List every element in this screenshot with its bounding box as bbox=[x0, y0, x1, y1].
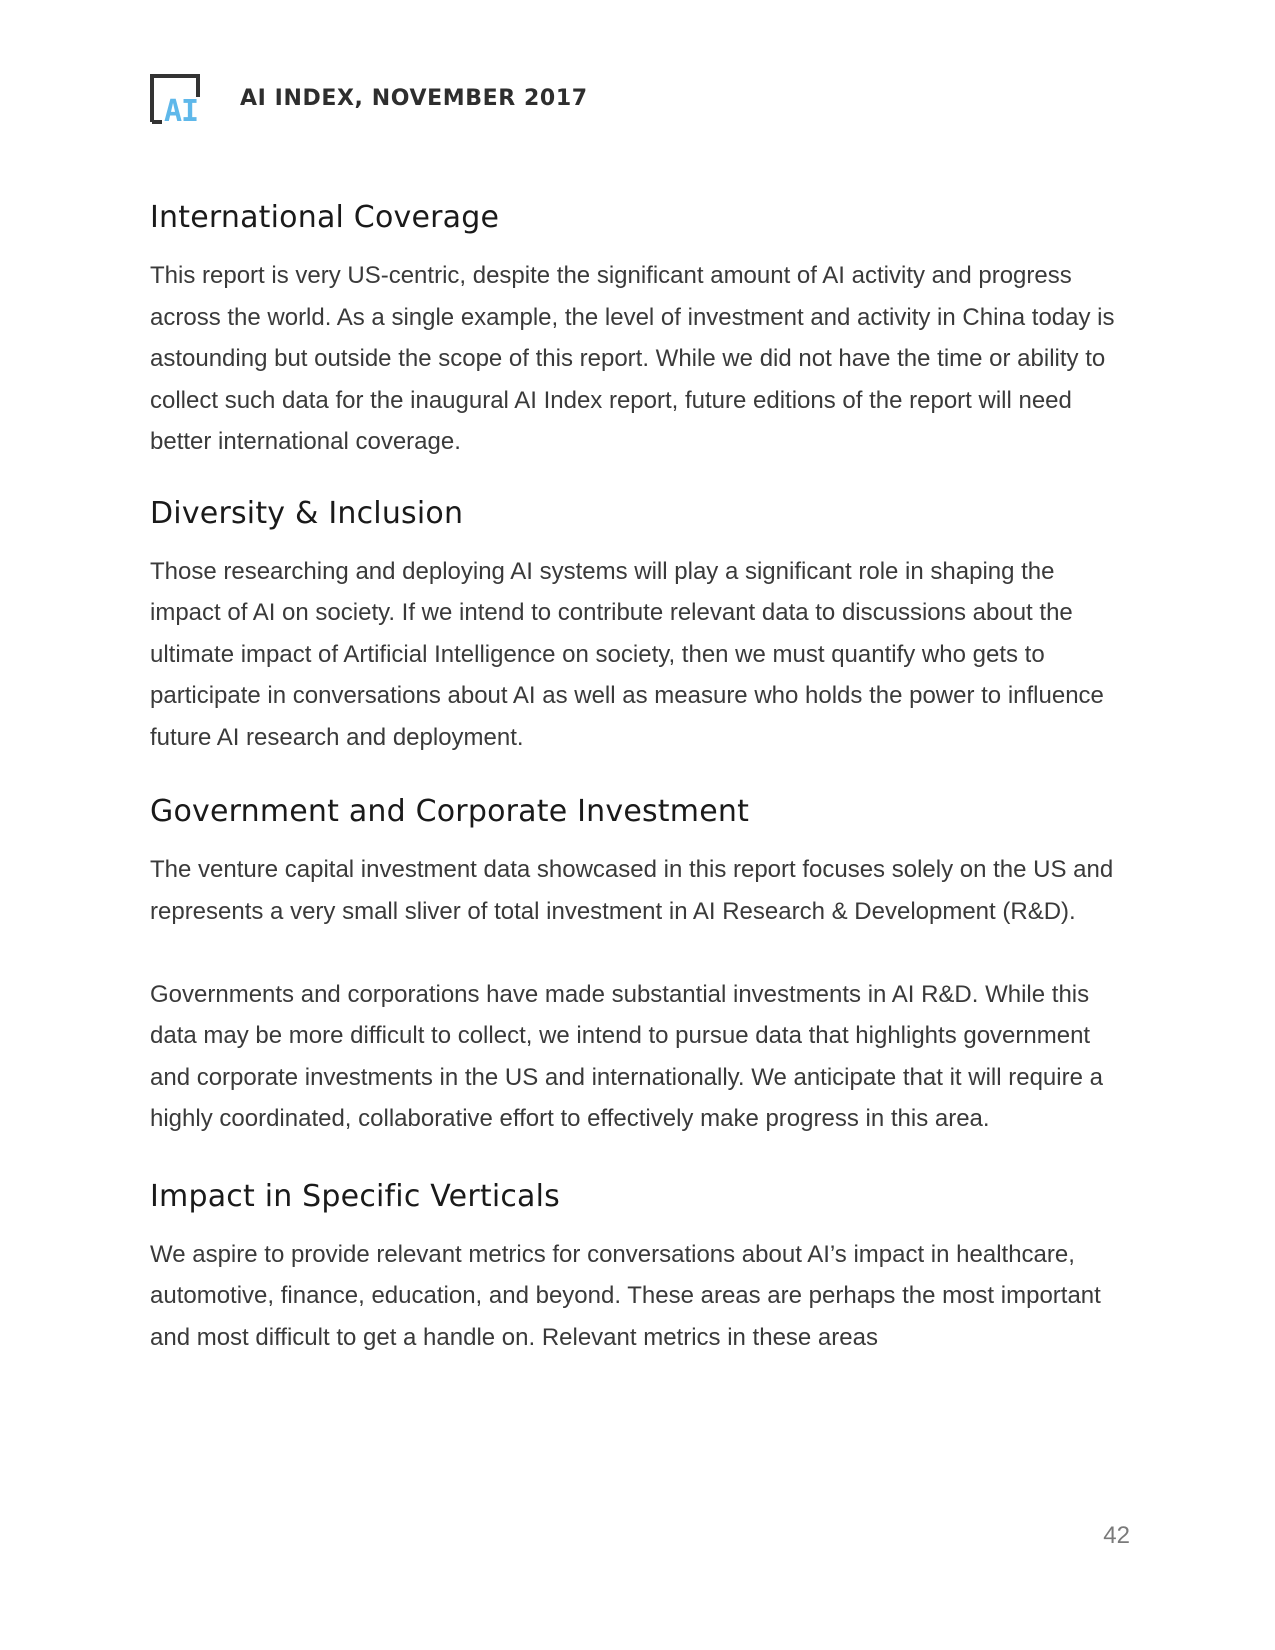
main-content bbox=[150, 194, 1130, 1385]
ai-index-logo bbox=[150, 74, 204, 124]
section-heading: Impact in Specific Verticals bbox=[150, 1178, 560, 1214]
paragraph: We aspire to provide relevant metrics for conversations about AI’s impact in healthcare, automotive, finance, education, and beyond. These areas are perhaps the most important and most difficult to get a handle on. Relevant metrics in these areas bbox=[150, 1240, 1101, 1351]
section-heading: International Coverage bbox=[150, 200, 500, 235]
section-impact-verticals bbox=[150, 1173, 1130, 1359]
page-number: 42 bbox=[1103, 1522, 1130, 1549]
section-heading: Government and Corporate Investment bbox=[150, 794, 750, 829]
section-international-coverage bbox=[150, 194, 1130, 463]
section-diversity-inclusion bbox=[150, 490, 1130, 759]
paragraph: Governments and corporations have made substantial investments in AI R&D. While this data may be more difficult to collect, we intend to pursue data that highlights government and corporate investments in the US and internationally. We anticipate that it will require a highly coordinated, collaborative effort to effectively make progress in this area. bbox=[150, 980, 1103, 1132]
logo-lettering: AI bbox=[164, 94, 199, 124]
section-government-corporate-investment bbox=[150, 788, 1130, 1140]
paragraph: This report is very US-centric, despite the significant amount of AI activity and progress across the world. As a single example, the level of investment and activity in China today is astounding but outside the scope of this report. While we did not have the time or ability to collect such data for the inaugural AI Index report, future editions of the report will need better international coverage. bbox=[150, 262, 1115, 455]
section-heading: Diversity & Inclusion bbox=[150, 495, 464, 531]
paragraph: Those researching and deploying AI systems will play a significant role in shaping the impact of AI on society. If we intend to contribute relevant data to discussions about the ultimate impact of Artificial Intelligence on society, then we must quantify who gets to participate in conversations about AI as well as measure who holds the power to influence future AI research and deployment. bbox=[150, 557, 1104, 751]
report-title: AI INDEX, NOVEMBER 2017 bbox=[240, 85, 588, 111]
paragraph: The venture capital investment data showcased in this report focuses solely on the US and represents a very small sliver of total investment in AI Research & Development (R&D). bbox=[150, 856, 1114, 925]
page-header bbox=[150, 74, 588, 124]
